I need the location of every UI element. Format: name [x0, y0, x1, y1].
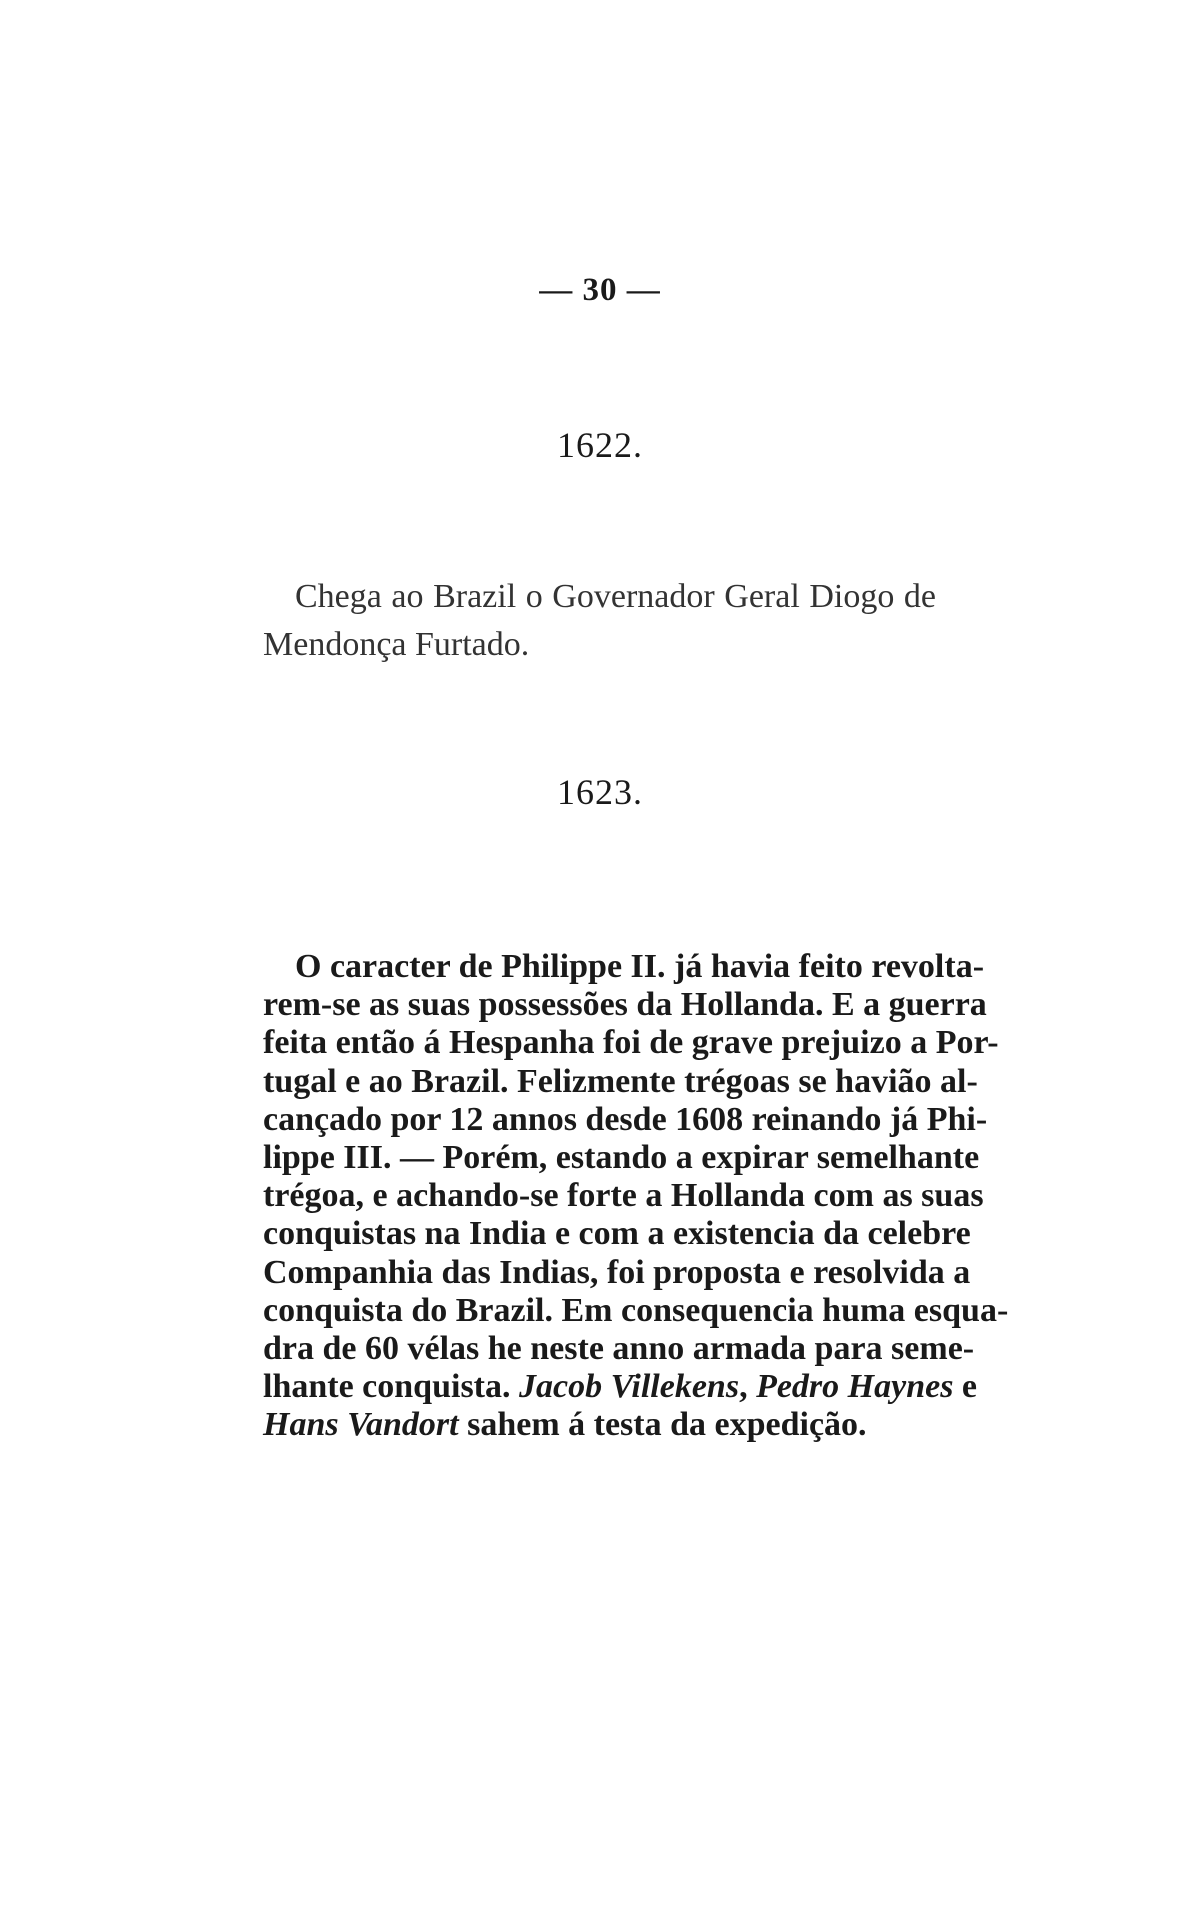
line-text: sahem á testa da expedição.: [458, 1406, 867, 1444]
separator: e: [953, 1368, 978, 1406]
separator: ,: [739, 1368, 757, 1406]
paragraph-line: Mendonça Furtado.: [263, 626, 530, 663]
paragraph-line: O caracter de Philippe II. já havia feito revolta-: [295, 948, 985, 985]
paragraph-line: dra de 60 vélas he neste anno armada para seme-: [263, 1329, 975, 1367]
paragraph-line: [263, 1368, 978, 1406]
line-text: lhante conquista.: [263, 1368, 519, 1406]
paragraph-line: feita então á Hespanha foi de grave prejuizo a Por-: [263, 1024, 999, 1062]
paragraph-1623: [263, 948, 1009, 1444]
name-hans-vandort: Hans Vandort: [263, 1406, 459, 1444]
name-pedro-haynes: Pedro Haynes: [756, 1368, 954, 1406]
paragraph-1622: [263, 578, 936, 674]
paragraph-line: tugal e ao Brazil. Felizmente trégoas se havião al-: [263, 1062, 978, 1100]
paragraph-line: conquista do Brazil. Em consequencia huma esqua-: [263, 1291, 1009, 1329]
paragraph-line: cançado por 12 annos desde 1608 reinando já Phi-: [263, 1100, 988, 1138]
paragraph-line: [263, 1406, 936, 1444]
year-heading-1622: 1622.: [557, 425, 643, 465]
paragraph-line: lippe III. — Porém, estando a expirar semelhante: [263, 1138, 980, 1176]
paragraph-line: rem-se as suas possessões da Hollanda. E a guerra: [263, 986, 987, 1024]
paragraph-line: conquistas na India e com a existencia da celebre: [263, 1215, 971, 1253]
paragraph-line: Chega ao Brazil o Governador Geral Diogo de: [295, 578, 936, 615]
year-heading-1623: 1623.: [557, 772, 643, 812]
paragraph-line: trégoa, e achando-se forte a Hollanda com as suas: [263, 1177, 984, 1215]
page-number: — 30 —: [539, 272, 661, 308]
paragraph-line: Companhia das Indias, foi proposta e resolvida a: [263, 1253, 971, 1291]
name-jacob-villekens: Jacob Villekens: [519, 1368, 740, 1406]
